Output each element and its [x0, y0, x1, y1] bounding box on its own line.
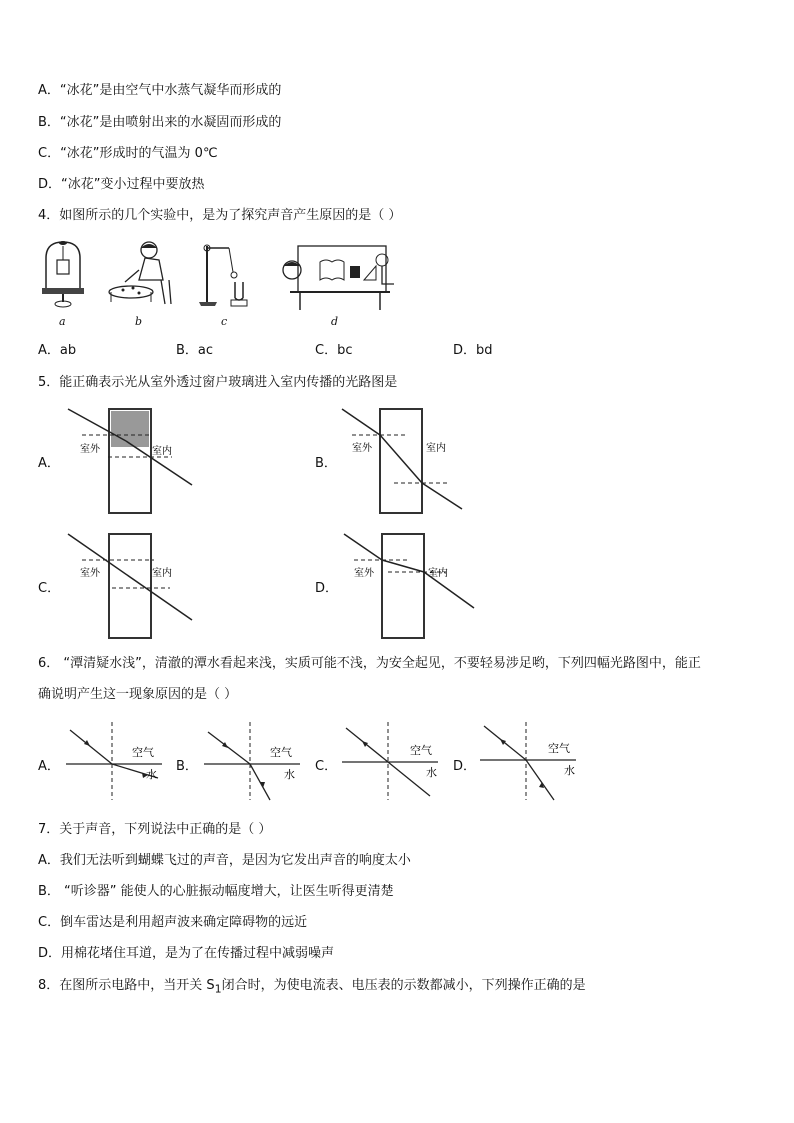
q4-stem: 4．如图所示的几个实验中，是为了探究声音产生原因的是（ ） — [38, 208, 402, 223]
q6-diagram-a — [62, 720, 172, 802]
q6-label-a: A． — [38, 759, 60, 774]
q5-diagram-d — [340, 530, 480, 640]
q8-stem-before: 8．在图所示电路中，当开关 S — [38, 978, 215, 993]
figure-caption-a: a — [59, 315, 66, 328]
q6-diagram-c — [338, 720, 448, 802]
q6-diagram-d — [476, 720, 586, 802]
figure-caption-b: b — [135, 315, 143, 328]
q4-option-d: D．bd — [453, 343, 493, 358]
q5-label-b: B． — [315, 456, 337, 471]
q8-stem-after: 闭合时，为使电流表、电压表的示数都减小，下列操作正确的是 — [221, 978, 586, 993]
q3-option-c: C．“冰花”形成时的气温为 0℃ — [38, 146, 218, 161]
q7-option-d: D．用棉花堵住耳道，是为了在传播过程中减弱噪声 — [38, 946, 335, 961]
inside-label-b: 室内 — [426, 443, 446, 454]
q5-label-d: D． — [315, 581, 339, 596]
q6-stem-line2: 确说明产生这一现象原因的是（ ） — [38, 687, 238, 702]
water-label-c: 水 — [426, 766, 437, 779]
q6-stem-line1: 6． “潭清疑水浅”，清澈的潭水看起来浅，实质可能不浅，为安全起见，不要轻易涉足哟，下列四幅光路图中，能正 — [38, 656, 701, 671]
air-label-c: 空气 — [410, 744, 432, 757]
water-label-a: 水 — [146, 768, 157, 781]
outside-label-b: 室外 — [352, 443, 372, 454]
figure-caption-d: d — [331, 315, 339, 328]
water-label-b: 水 — [284, 768, 295, 781]
q8-stem — [38, 977, 586, 999]
drum-experiment-figure — [105, 240, 177, 310]
q7-option-c: C．倒车雷达是利用超声波来确定障碍物的远近 — [38, 915, 308, 930]
air-label-b: 空气 — [270, 746, 292, 759]
outside-label-a: 室外 — [80, 444, 100, 455]
q7-option-a: A．我们无法听到蝴蝶飞过的声音，是因为它发出声音的响度太小 — [38, 853, 411, 868]
q8-subscript: 1 — [214, 982, 222, 996]
q4-option-a: A．ab — [38, 343, 77, 358]
outside-label-c: 室外 — [80, 568, 100, 579]
q6-label-b: B． — [176, 759, 198, 774]
q3-option-d: D．“冰花”变小过程中要放热 — [38, 177, 205, 192]
q5-diagram-a — [64, 405, 194, 515]
figure-caption-c: c — [221, 315, 228, 328]
q6-label-d: D． — [453, 759, 477, 774]
inside-label-a: 室内 — [152, 446, 172, 457]
q4-option-c: C．bc — [315, 343, 353, 358]
tuning-fork-figure — [195, 238, 255, 310]
water-label-d: 水 — [564, 764, 575, 777]
q6-label-c: C． — [315, 759, 338, 774]
q5-label-c: C． — [38, 581, 61, 596]
inside-label-d: 室内 — [428, 568, 448, 579]
air-label-d: 空气 — [548, 742, 570, 755]
q5-stem: 5．能正确表示光从室外透过窗户玻璃进入室内传播的光路图是 — [38, 375, 398, 390]
q7-option-b: B． “听诊器” 能使人的心脏振动幅度增大，让医生听得更清楚 — [38, 884, 394, 899]
q5-diagram-b — [338, 405, 468, 515]
q6-diagram-b — [200, 720, 310, 802]
q3-option-a: A．“冰花”是由空气中水蒸气凝华而形成的 — [38, 83, 282, 98]
q5-label-a: A． — [38, 456, 60, 471]
air-label-a: 空气 — [132, 746, 154, 759]
q3-option-b: B．“冰花”是由喷射出来的水凝固而形成的 — [38, 115, 282, 130]
inside-label-c: 室内 — [152, 568, 172, 579]
q7-stem: 7．关于声音，下列说法中正确的是（ ） — [38, 822, 272, 837]
table-listening-figure — [270, 240, 400, 312]
bell-jar-figure — [38, 238, 88, 308]
outside-label-d: 室外 — [354, 568, 374, 579]
q5-diagram-c — [64, 530, 194, 640]
q4-option-b: B．ac — [176, 343, 214, 358]
